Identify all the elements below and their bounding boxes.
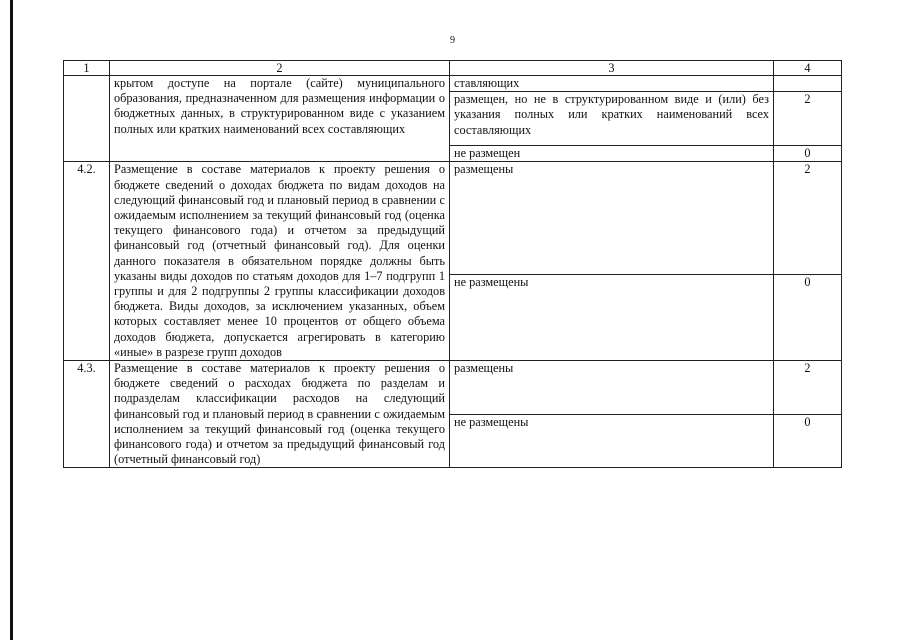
- row-number: 4.3.: [64, 361, 110, 468]
- page-number: 9: [450, 35, 455, 46]
- option-label: размещены: [450, 361, 774, 415]
- table-row: [64, 76, 842, 92]
- option-label: ставляющих: [450, 76, 774, 92]
- option-score: 2: [774, 361, 842, 415]
- option-score: 0: [774, 275, 842, 361]
- column-header: 1: [64, 61, 110, 76]
- table-row: [64, 361, 842, 415]
- column-header: 4: [774, 61, 842, 76]
- option-label: не размещены: [450, 275, 774, 361]
- row-number: 4.2.: [64, 162, 110, 361]
- option-score: 2: [774, 92, 842, 146]
- option-label: размещены: [450, 162, 774, 275]
- table-row: [64, 162, 842, 275]
- criteria-table: [63, 60, 842, 468]
- option-score: 0: [774, 146, 842, 162]
- column-header: 3: [450, 61, 774, 76]
- option-label: размещен, но не в структурированном виде и (или) без указания полных или кратких наименований всех составляющих: [450, 92, 774, 146]
- option-label: не размещены: [450, 414, 774, 468]
- binding-line: [10, 0, 13, 640]
- option-score: 2: [774, 162, 842, 275]
- criterion-text: Размещение в составе материалов к проекту решения о бюджете сведений о расходах бюджета по разделам и подразделам классификации расходов на следующий финансовый год и плановый период в сравнении с ожидаемым исполнением за текущий финансовый год (оценка текущего финансового года) и отчетом за предыдущий финансовый год (отчетный финансовый год): [110, 361, 450, 468]
- option-score: [774, 76, 842, 92]
- option-score: 0: [774, 414, 842, 468]
- criterion-text: крытом доступе на портале (сайте) муниципального образования, предназначенном для размещения информации о бюджетных данных, в структурированном виде с указанием полных или кратких наименований всех составляющих: [110, 76, 450, 162]
- table-header-row: [64, 61, 842, 76]
- row-number: [64, 76, 110, 162]
- option-label: не размещен: [450, 146, 774, 162]
- column-header: 2: [110, 61, 450, 76]
- criterion-text: Размещение в составе материалов к проекту решения о бюджете сведений о доходах бюджета по видам доходов на следующий финансовый год и плановый период в сравнении с ожидаемым исполнением за текущий финансовый год (оценка текущего финансового года) и отчетом за предыдущий финансовый год (отчетный финансовый год). Для оценки данного показателя в обязательном порядке должны быть указаны виды доходов по статьям доходов для 1–7 подгрупп 1 группы и для 2 подгруппы 2 группы классификации доходов бюджета. Виды доходов, за исключением указанных, объем которых составляет менее 10 процентов от общего объема доходов бюджета, допускается агрегировать в категорию «иные» в разрезе групп доходов: [110, 162, 450, 361]
